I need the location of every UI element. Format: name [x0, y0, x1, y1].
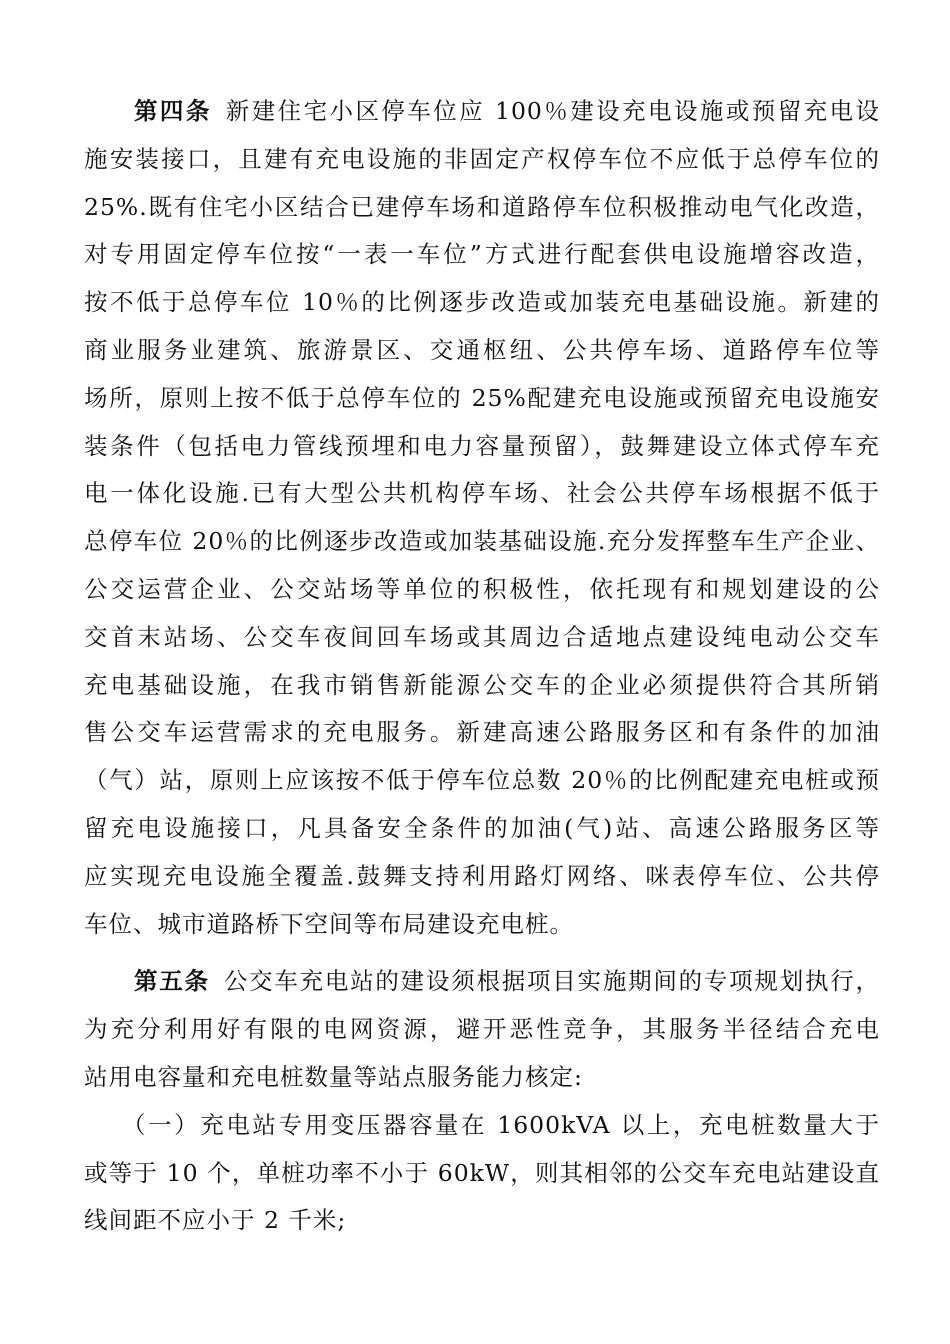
article-4-line-10: 总停车位 20％的比例逐步改造或加装基础设施.充分发挥整车生产企业、	[84, 527, 880, 556]
article-4-line-8: 装条件（包括电力管线预埋和电力容量预留），鼓舞建设立体式停车充	[84, 431, 880, 460]
article-4-line-16: 留充电设施接口，凡具备安全条件的加油(气)站、高速公路服务区等	[84, 813, 880, 842]
article-4-line-7: 场所，原则上按不低于总停车位的 25%配建充电设施或预留充电设施安	[84, 383, 880, 412]
article-4-line-12: 交首末站场、公交车夜间回车场或其周边合适地点建设纯电动公交车	[84, 622, 880, 651]
article-5-line-1: 第五条 公交车充电站的建设须根据项目实施期间的专项规划执行，	[134, 967, 881, 996]
article-5-line-2: 为充分利用好有限的电网资源，避开恶性竞争，其服务半径结合充电	[84, 1015, 880, 1044]
article-4-line-3: 25%.既有住宅小区结合已建停车场和道路停车位积极推动电气化改造，	[84, 192, 880, 221]
article-4-line-15: （气）站，原则上应该按不低于停车位总数 20％的比例配建充电桩或预	[84, 766, 880, 795]
article-4-line-6: 商业服务业建筑、旅游景区、交通枢纽、公共停车场、道路停车位等	[84, 335, 880, 364]
article-4-line-2: 施安装接口，且建有充电设施的非固定产权停车位不应低于总停车位的	[84, 144, 880, 173]
document-body	[84, 88, 880, 1245]
article-4-line-17: 应实现充电设施全覆盖.鼓舞支持利用路灯网络、咪表停车位、公共停	[84, 861, 880, 890]
item-1-line-2: 或等于 10 个，单桩功率不小于 60kW，则其相邻的公交车充电站建设直	[84, 1158, 880, 1187]
article-4-line-5: 按不低于总停车位 10％的比例逐步改造或加装充电基础设施。新建的	[84, 288, 880, 317]
paragraph-gap	[84, 948, 880, 958]
article-4	[84, 88, 880, 948]
item-1-line-1: （一）充电站专用变压器容量在 1600kVA 以上，充电桩数量大于	[122, 1110, 880, 1139]
article-4-line-18: 车位、城市道路桥下空间等布局建设充电桩。	[84, 909, 574, 938]
article-4-line-9: 电一体化设施.已有大型公共机构停车场、社会公共停车场根据不低于	[84, 479, 880, 508]
article-5-line-3: 站用电容量和充电桩数量等站点服务能力核定:	[84, 1062, 583, 1091]
item-1-line-3: 线间距不应小于 2 千米;	[84, 1206, 347, 1235]
article-5-title: 第五条	[134, 967, 210, 996]
article-4-line-14: 售公交车运营需求的充电服务。新建高速公路服务区和有条件的加油	[84, 718, 880, 747]
article-4-line-11: 公交运营企业、公交站场等单位的积极性，依托现有和规划建设的公	[84, 574, 880, 603]
article-4-title: 第四条	[134, 97, 212, 125]
article-4-line-13: 充电基础设施，在我市销售新能源公交车的企业必须提供符合其所销	[84, 670, 880, 699]
article-4-line-4: 对专用固定停车位按“一表一车位”方式进行配套供电设施增容改造，	[84, 240, 880, 269]
article-4-line-1: 第四条 新建住宅小区停车位应 100％建设充电设施或预留充电设	[134, 97, 880, 125]
article-5	[84, 958, 880, 1101]
item-1	[84, 1102, 880, 1245]
